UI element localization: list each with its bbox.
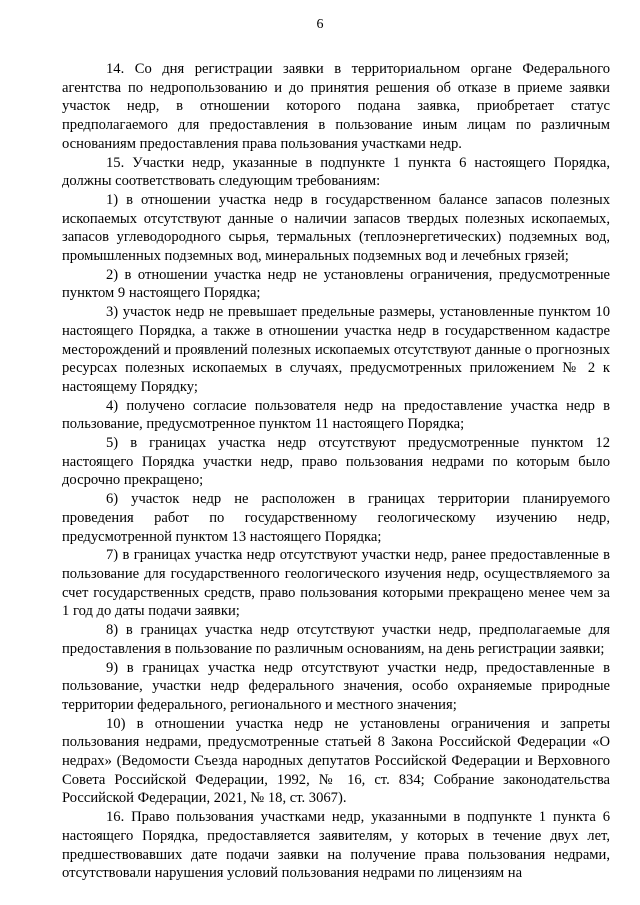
document-body xyxy=(62,60,610,883)
subparagraph-1: 1) в отношении участка недр в государственном балансе запасов полезных ископаемых отсутствуют данные о наличии запасов твердых полезных ископаемых, запасов углеводородного сырья, термальных (теплоэнергетических) подземных вод, промышленных подземных вод, минеральных подземных вод и лечебных грязей; xyxy=(62,191,610,265)
subparagraph-5: 5) в границах участка недр отсутствуют предусмотренные пунктом 12 настоящего Порядка участки недр, право пользования недрами по которым было досрочно прекращено; xyxy=(62,435,610,489)
page-number: 6 xyxy=(316,17,324,32)
subparagraph-9: 9) в границах участка недр отсутствуют участки недр, предоставленные в пользование, участки недр федерального значения, особо охраняемые природные территории федерального, регионального и местного значения; xyxy=(62,659,610,713)
subparagraph-10: 10) в отношении участка недр не установлены ограничения и запреты пользования недрами, предусмотренные статьей 8 Закона Российской Федерации «О недрах» (Ведомости Съезда народных депутатов Российской Федерации и Верховного Совета Российской Федерации, 1992, № 16, ст. 834; Собрание законодательства Российской Федерации, 2021, № 18, ст. 3067). xyxy=(62,715,610,807)
subparagraph-3: 3) участок недр не превышает предельные размеры, установленные пунктом 10 настоящего Порядка, а также в отношении участка недр в государственном кадастре месторождений и проявлений полезных ископаемых отсутствуют данные о прогнозных ресурсах полезных ископаемых в случаях, предусмотренных приложением № 2 к настоящему Порядку; xyxy=(62,304,610,395)
subparagraph-4: 4) получено согласие пользователя недр на предоставление участка недр в пользование, предусмотренное пунктом 11 настоящего Порядка; xyxy=(62,397,610,433)
subparagraph-8: 8) в границах участка недр отсутствуют участки недр, предполагаемые для предоставления в пользование по различным основаниям, на день регистрации заявки; xyxy=(62,622,610,657)
subparagraph-6: 6) участок недр не расположен в границах территории планируемого проведения работ по государственному геологическому изучению недр, предусмотренной пунктом 13 настоящего Порядка; xyxy=(62,491,610,545)
subparagraph-7: 7) в границах участка недр отсутствуют участки недр, ранее предоставленные в пользование для государственного геологического изучения недр, осуществляемого за счет государственных средств, право пользования которыми прекращено менее чем за 1 год до даты подачи заявки; xyxy=(62,547,610,620)
paragraph-15: 15. Участки недр, указанные в подпункте 1 пункта 6 настоящего Порядка, должны соответствовать следующим требованиям: xyxy=(62,154,610,190)
paragraph-16: 16. Право пользования участками недр, указанными в подпункте 1 пункта 6 настоящего Порядка, предоставляется заявителям, у которых в течение двух лет, предшествовавших дате подачи заявки на получение права пользования недрами, отсутствовали нарушения условий пользования недрами по лицензиям на xyxy=(62,809,610,882)
subparagraph-2: 2) в отношении участка недр не установлены ограничения, предусмотренные пунктом 9 настоящего Порядка; xyxy=(62,266,610,302)
paragraph-14: 14. Со дня регистрации заявки в территориальном органе Федерального агентства по недропользованию и до принятия решения об отказе в приеме заявки участок недр, в отношении которого подана заявка, приобретает статус предполагаемого для предоставления в пользование иным лицам по различным основаниям предоставления права пользования участками недр. xyxy=(62,61,610,152)
